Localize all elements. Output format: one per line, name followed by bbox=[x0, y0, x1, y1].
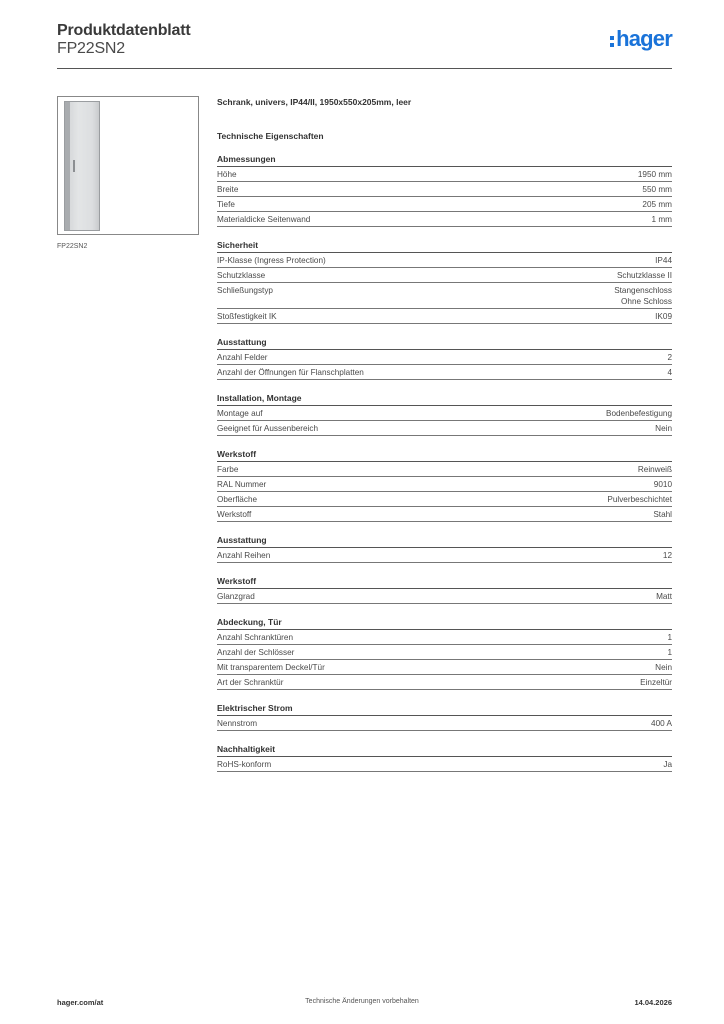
property-value bbox=[663, 759, 672, 770]
group-title: Nachhaltigkeit bbox=[217, 744, 276, 754]
group-title: Elektrischer Strom bbox=[217, 703, 293, 713]
group-title: Werkstoff bbox=[217, 449, 257, 459]
property-row bbox=[217, 182, 672, 197]
property-value-line: Matt bbox=[656, 592, 672, 601]
property-group bbox=[217, 615, 672, 690]
property-row bbox=[217, 167, 672, 182]
property-value-line: IK09 bbox=[655, 312, 672, 321]
property-row bbox=[217, 365, 672, 380]
property-value bbox=[667, 647, 672, 658]
property-label: Tiefe bbox=[217, 200, 235, 209]
property-value bbox=[640, 677, 672, 688]
property-label: Anzahl der Schlösser bbox=[217, 648, 295, 657]
property-value-line: Ja bbox=[663, 760, 672, 769]
property-group bbox=[217, 533, 672, 563]
group-title: Ausstattung bbox=[217, 535, 267, 545]
property-label: Anzahl Felder bbox=[217, 353, 268, 362]
property-value-line: Stangenschloss bbox=[614, 286, 672, 295]
property-row bbox=[217, 268, 672, 283]
property-value bbox=[653, 509, 672, 520]
property-label: RAL Nummer bbox=[217, 480, 267, 489]
footer-notice: Technische Änderungen vorbehalten bbox=[305, 998, 419, 1005]
property-value bbox=[655, 311, 672, 322]
property-value-line: 9010 bbox=[653, 480, 672, 489]
group-title: Sicherheit bbox=[217, 240, 259, 250]
property-value-line: IP44 bbox=[655, 256, 672, 265]
logo-mark-icon bbox=[610, 36, 614, 47]
property-value-line: 550 mm bbox=[642, 185, 672, 194]
property-group bbox=[217, 238, 672, 324]
property-group bbox=[217, 574, 672, 604]
property-label: Schutzklasse bbox=[217, 271, 266, 280]
property-row bbox=[217, 630, 672, 645]
property-value-line: 12 bbox=[662, 551, 672, 560]
header-divider bbox=[57, 68, 672, 69]
cabinet-handle bbox=[73, 160, 75, 172]
property-value bbox=[638, 169, 672, 180]
group-title: Abmessungen bbox=[217, 154, 276, 164]
footer-date: 14.04.2026 bbox=[634, 998, 672, 1007]
property-row bbox=[217, 197, 672, 212]
properties-table bbox=[217, 152, 672, 783]
property-group bbox=[217, 742, 672, 772]
property-value-line: 2 bbox=[667, 353, 672, 362]
property-value bbox=[642, 184, 672, 195]
property-label: Oberfläche bbox=[217, 495, 258, 504]
property-label: Stoßfestigkeit IK bbox=[217, 312, 277, 321]
property-row bbox=[217, 507, 672, 522]
property-value bbox=[667, 367, 672, 378]
property-value bbox=[638, 464, 672, 475]
property-label: Nennstrom bbox=[217, 719, 258, 728]
property-group bbox=[217, 701, 672, 731]
property-row bbox=[217, 350, 672, 365]
cabinet-illustration bbox=[64, 101, 100, 231]
property-label: Montage auf bbox=[217, 409, 263, 418]
property-value bbox=[655, 255, 672, 266]
property-row bbox=[217, 645, 672, 660]
property-value-line: Bodenbefestigung bbox=[605, 409, 672, 418]
section-heading: Technische Eigenschaften bbox=[217, 131, 324, 141]
property-label: RoHS-konform bbox=[217, 760, 272, 769]
property-group bbox=[217, 152, 672, 227]
property-group bbox=[217, 335, 672, 380]
property-label: Anzahl Reihen bbox=[217, 551, 271, 560]
property-value bbox=[606, 408, 672, 419]
property-value-line: 1 bbox=[667, 648, 672, 657]
property-value bbox=[654, 479, 672, 490]
property-value-line: 1 mm bbox=[651, 215, 672, 224]
property-value bbox=[651, 718, 672, 729]
property-row bbox=[217, 309, 672, 324]
property-label: Mit transparentem Deckel/Tür bbox=[217, 663, 325, 672]
property-label: Glanzgrad bbox=[217, 592, 255, 601]
property-label: Anzahl der Öffnungen für Flanschplatten bbox=[217, 368, 364, 377]
property-value bbox=[652, 214, 672, 225]
group-title: Abdeckung, Tür bbox=[217, 617, 282, 627]
property-row bbox=[217, 462, 672, 477]
property-value bbox=[614, 285, 672, 307]
property-row bbox=[217, 675, 672, 690]
property-value-line: Schutzklasse II bbox=[616, 271, 672, 280]
footer-website: hager.com/at bbox=[57, 998, 104, 1007]
property-value-line: Stahl bbox=[653, 510, 672, 519]
property-value-line: Ohne Schloss bbox=[621, 297, 672, 306]
property-row bbox=[217, 253, 672, 268]
property-value bbox=[607, 494, 672, 505]
property-row bbox=[217, 212, 672, 227]
property-value bbox=[655, 662, 672, 673]
property-value-line: Nein bbox=[655, 424, 672, 433]
property-row bbox=[217, 283, 672, 309]
property-row bbox=[217, 660, 672, 675]
property-value bbox=[655, 423, 672, 434]
cabinet-side-panel bbox=[65, 102, 70, 230]
property-value-line: 1 bbox=[667, 633, 672, 642]
property-label: Höhe bbox=[217, 170, 237, 179]
property-row bbox=[217, 548, 672, 563]
property-value-line: 400 A bbox=[651, 719, 672, 728]
product-description: Schrank, univers, IP44/II, 1950x550x205mm, leer bbox=[217, 97, 412, 107]
property-value-line: Reinweiß bbox=[637, 465, 672, 474]
property-value bbox=[617, 270, 672, 281]
property-value-line: 205 mm bbox=[642, 200, 672, 209]
property-value-line: 4 bbox=[667, 368, 672, 377]
property-label: Breite bbox=[217, 185, 239, 194]
property-row bbox=[217, 757, 672, 772]
property-group bbox=[217, 447, 672, 522]
property-group bbox=[217, 391, 672, 436]
property-label: Werkstoff bbox=[217, 510, 252, 519]
property-label: IP-Klasse (Ingress Protection) bbox=[217, 256, 326, 265]
image-caption: FP22SN2 bbox=[57, 243, 88, 250]
property-value bbox=[667, 352, 672, 363]
property-value bbox=[667, 632, 672, 643]
property-label: Geeignet für Aussenbereich bbox=[217, 424, 319, 433]
group-title: Installation, Montage bbox=[217, 393, 302, 403]
property-value-line: Pulverbeschichtet bbox=[607, 495, 672, 504]
property-label: Art der Schranktür bbox=[217, 678, 284, 687]
property-row bbox=[217, 716, 672, 731]
property-label: Farbe bbox=[217, 465, 239, 474]
group-title: Werkstoff bbox=[217, 576, 257, 586]
property-value-line: Nein bbox=[655, 663, 672, 672]
property-value-line: Einzeltür bbox=[640, 678, 672, 687]
logo-text: hager bbox=[616, 26, 672, 51]
property-value bbox=[663, 550, 672, 561]
product-image bbox=[57, 96, 199, 235]
property-row bbox=[217, 492, 672, 507]
page-title: Produktdatenblatt bbox=[57, 22, 191, 39]
hager-logo bbox=[610, 28, 672, 50]
product-code: FP22SN2 bbox=[57, 40, 125, 57]
property-label: Materialdicke Seitenwand bbox=[217, 215, 311, 224]
property-value bbox=[642, 199, 672, 210]
property-row bbox=[217, 406, 672, 421]
property-label: Schließungstyp bbox=[217, 286, 273, 295]
property-value bbox=[656, 591, 672, 602]
group-title: Ausstattung bbox=[217, 337, 267, 347]
property-row bbox=[217, 421, 672, 436]
property-value-line: 1950 mm bbox=[637, 170, 672, 179]
property-row bbox=[217, 589, 672, 604]
property-label: Anzahl Schranktüren bbox=[217, 633, 294, 642]
property-row bbox=[217, 477, 672, 492]
